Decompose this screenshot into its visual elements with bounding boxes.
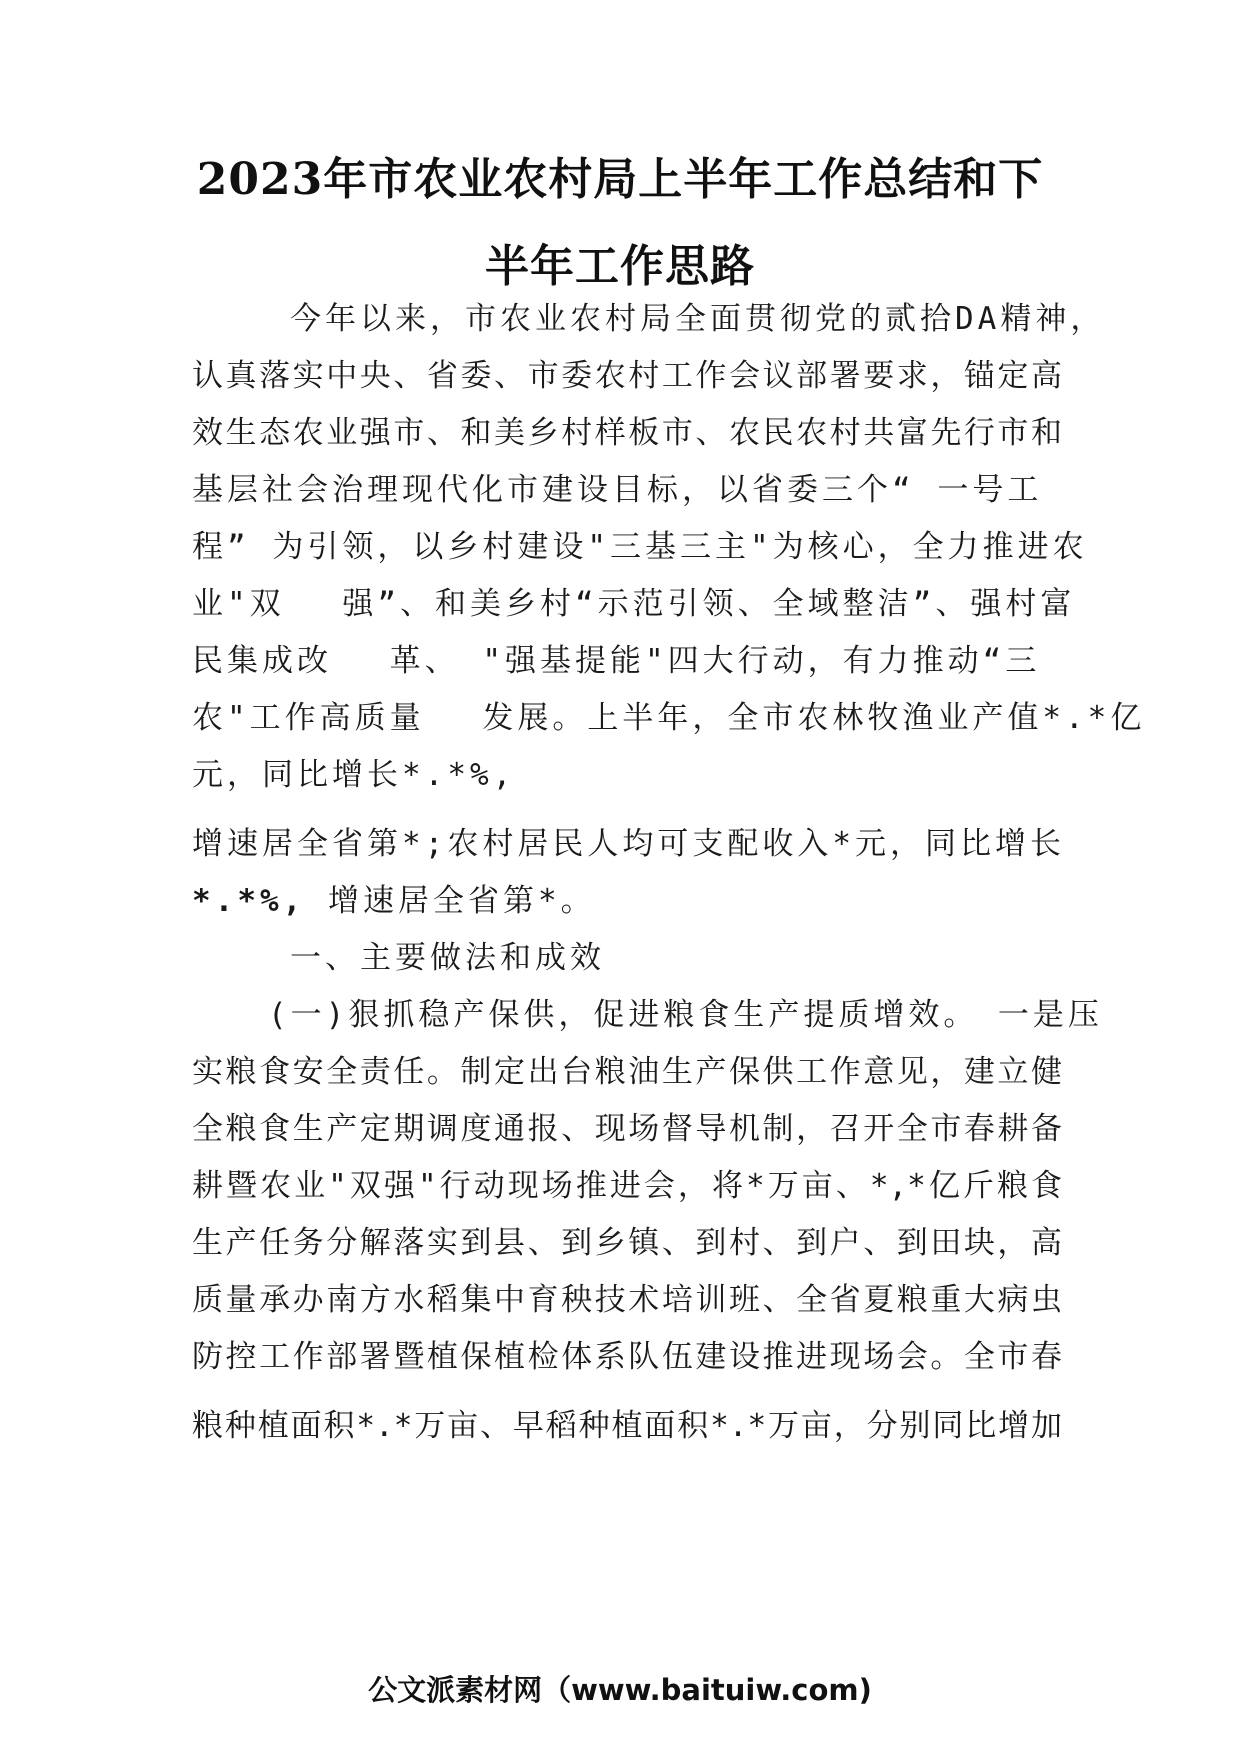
subsection-1-line-3: 全粮食生产定期调度通报、现场督导机制，召开全市春耕备: [192, 1111, 1062, 1147]
subsection-1-line-6: 质量承办南方水稻集中育秧技术培训班、全省夏粮重大病虫: [192, 1282, 1062, 1318]
paragraph-intro-line-8: 农"工作高质量 发展。上半年，全市农林牧渔业产值*.*亿: [192, 700, 1146, 736]
subsection-1-line-5: 生产任务分解落实到县、到乡镇、到村、到户、到田块，高: [192, 1225, 1062, 1261]
paragraph-intro-line-2: 认真落实中央、省委、市委农村工作会议部署要求，锚定高: [192, 358, 1062, 394]
paragraph-intro-line-9: 元，同比增长*.*%,: [192, 757, 516, 793]
document-title-line-1: 2023年市农业农村局上半年工作总结和下: [196, 154, 1044, 205]
paragraph-intro-line-1: 今年以来，市农业农村局全面贯彻党的贰拾DA精神，: [290, 301, 1106, 337]
paragraph-intro-line-4: 基层社会治理现代化市建设目标，以省委三个“ 一号工: [192, 472, 1043, 508]
subsection-1-line-7: 防控工作部署暨植保植检体系队伍建设推进现场会。全市春: [192, 1339, 1062, 1375]
bold-growth-rate: *.*%,: [192, 883, 306, 919]
footer-watermark-text: 公文派素材网（www.baituiw.com): [368, 1673, 872, 1707]
subsection-1-line-2: 实粮食安全责任。制定出台粮油生产保供工作意见，建立健: [192, 1054, 1062, 1090]
subsection-1-line-4: 耕暨农业"双强"行动现场推进会，将*万亩、*,*亿斤粮食: [192, 1168, 1062, 1204]
paragraph-intro-line-11: [192, 877, 1062, 925]
paragraph-intro-line-5: 程” 为引领，以乡村建设"三基三主"为核心，全力推进农: [192, 529, 1088, 565]
growth-rank-text: 增速居全省第*。: [328, 883, 596, 919]
paragraph-intro-line-10: 增速居全省第*;农村居民人均可支配收入*元，同比增长: [192, 826, 1065, 862]
subsection-1-line-1: (一)狠抓稳产保供，促进粮食生产提质增效。 一是压: [268, 997, 1103, 1033]
document-title-line-2: 半年工作思路: [485, 241, 755, 292]
paragraph-intro-line-6: 业"双 强”、和美乡村“示范引领、全域整洁”、强村富: [192, 586, 1076, 622]
subsection-1-line-8: 粮种植面积*.*万亩、早稻种植面积*.*万亩，分别同比增加: [192, 1408, 1062, 1444]
section-heading-1: 一、主要做法和成效: [290, 940, 605, 976]
paragraph-intro-line-7: 民集成改 革、 "强基提能"四大行动，有力推动“三: [192, 643, 1041, 679]
paragraph-intro-line-3: 效生态农业强市、和美乡村样板市、农民农村共富先行市和: [192, 415, 1062, 451]
